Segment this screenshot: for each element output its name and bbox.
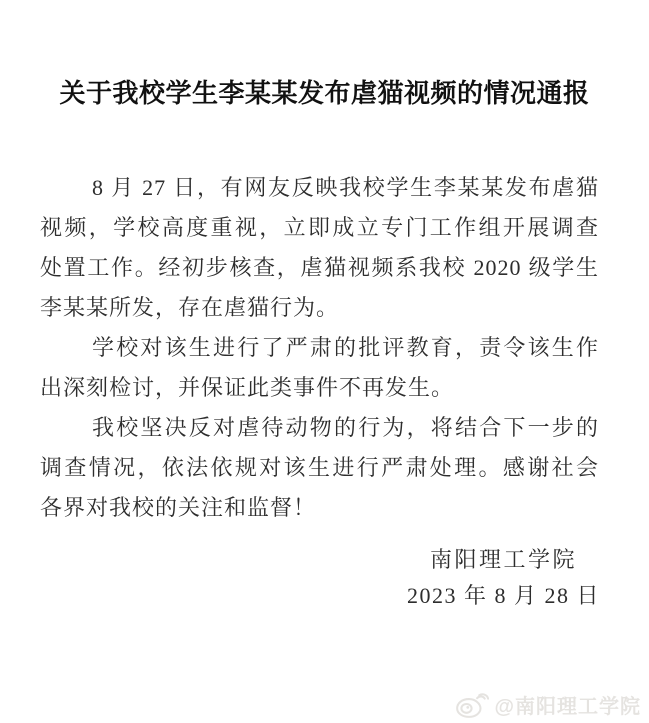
watermark-handle: @南阳理工学院 — [494, 696, 641, 718]
signature-date: 2023 年 8 月 28 日 — [406, 583, 600, 608]
body-line: 各界对我校的关注和监督！ — [40, 495, 317, 520]
closing-block — [0, 542, 600, 614]
body-line: 出深刻检讨，并保证此类事件不再发生。 — [40, 375, 455, 400]
body-line: 视频，学校高度重视，立即成立专门工作组开展调查 — [40, 215, 599, 240]
signature: 南阳理工学院 — [429, 547, 577, 572]
body-line: 我校坚决反对虐待动物的行为，将结合下一步的 — [92, 415, 599, 440]
body-line: 8 月 27 日，有网友反映我校学生李某某发布虐猫 — [92, 175, 599, 200]
watermark — [455, 690, 641, 719]
document-body — [40, 168, 599, 528]
body-line: 李某某所发，存在虐猫行为。 — [40, 295, 340, 320]
closing-inner — [407, 542, 600, 614]
body-line: 调查情况，依法依规对该生进行严肃处理。感谢社会 — [40, 455, 599, 480]
body-line: 学校对该生进行了严肃的批评教育，责令该生作 — [92, 335, 599, 360]
document-title: 关于我校学生李某某发布虐猫视频的情况通报 — [59, 78, 590, 108]
body-line: 处置工作。经初步核查，虐猫视频系我校 2020 级学生 — [40, 255, 599, 280]
weibo-icon — [455, 691, 489, 719]
